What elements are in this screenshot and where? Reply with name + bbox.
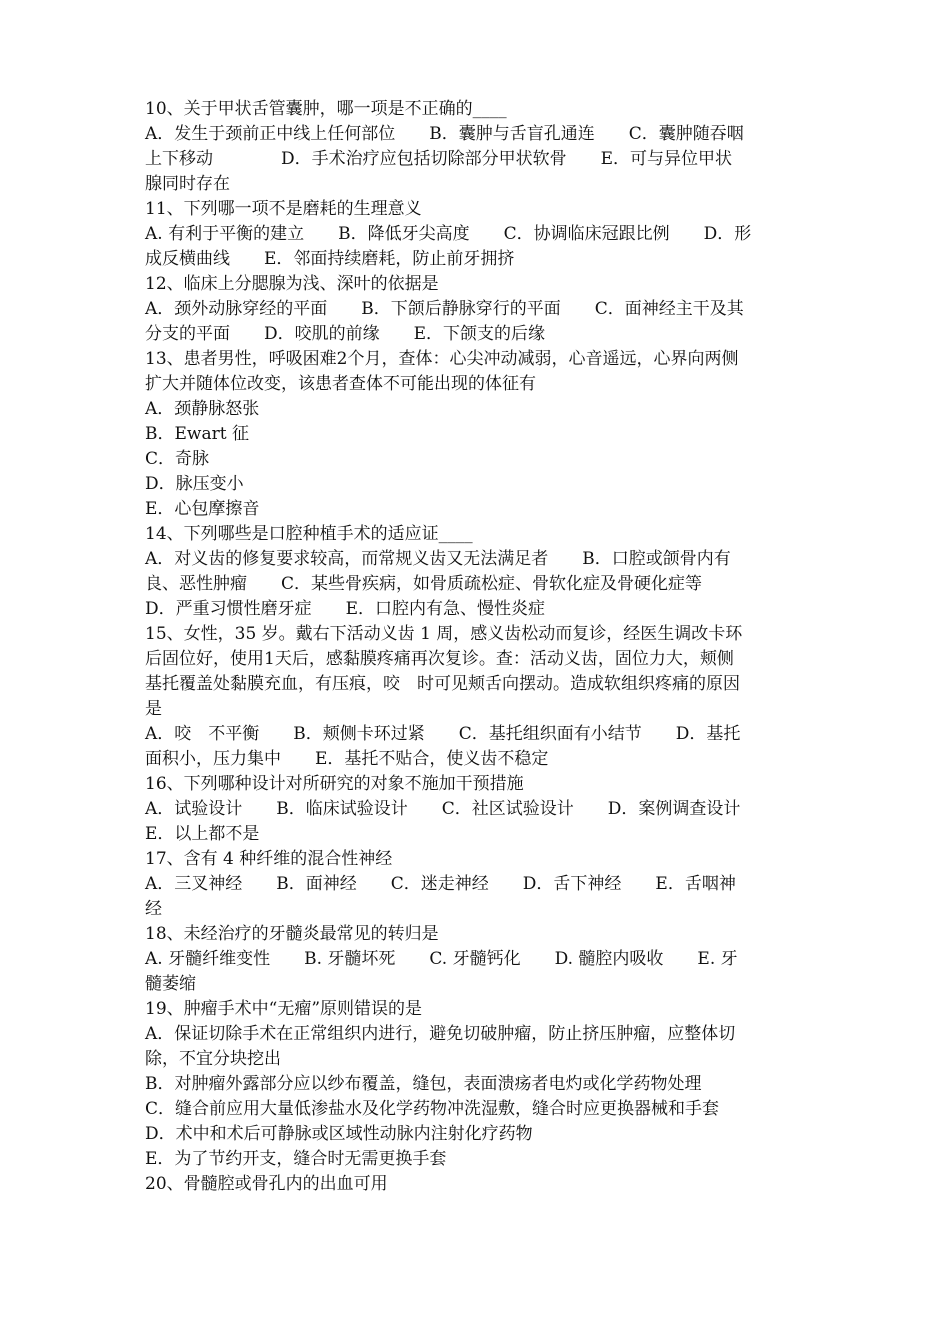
question-14-options: D．严重习惯性磨牙症 E．口腔内有急、慢性炎症 [145,599,546,619]
question-20-stem: 20、骨髓腔或骨孔内的出血可用 [145,1174,388,1194]
question-12-options: A．颈外动脉穿经的平面 B．下颌后静脉穿行的平面 C．面神经主干及其 [145,299,744,319]
question-12-options: 分支的平面 D．咬肌的前缘 E．下颌支的后缘 [145,324,546,344]
question-18-options: 髓萎缩 [145,974,196,994]
question-19-option-a: 除，不宜分块挖出 [145,1049,281,1069]
question-15-stem: 后固位好，使用1天后，感黏膜疼痛再次复诊。查：活动义齿，固位力大，颊侧 [145,649,734,669]
question-15-stem: 15、女性，35 岁。戴右下活动义齿 1 周，感义齿松动而复诊，经医生调改卡环 [145,624,743,644]
question-11-options: A. 有利于平衡的建立 B．降低牙尖高度 C．协调临床冠跟比例 D．形 [145,224,752,244]
question-19-option-c: C．缝合前应用大量低渗盐水及化学药物冲洗湿敷，缝合时应更换器械和手套 [145,1099,720,1119]
question-18-options: A. 牙髓纤维变性 B. 牙髓坏死 C. 牙髓钙化 D. 髓腔内吸收 E. 牙 [145,949,738,969]
question-15-stem: 是 [145,699,162,719]
question-19-option-b: B．对肿瘤外露部分应以纱布覆盖，缝包，表面溃疡者电灼或化学药物处理 [145,1074,702,1094]
question-14-options: A．对义齿的修复要求较高，而常规义齿又无法满足者 B．口腔或颌骨内有 [145,549,731,569]
question-16-options: A．试验设计 B．临床试验设计 C．社区试验设计 D．案例调查设计 [145,799,741,819]
question-19-stem: 19、肿瘤手术中“无瘤”原则错误的是 [145,999,423,1019]
question-19-option-a: A．保证切除手术在正常组织内进行，避免切破肿瘤，防止挤压肿瘤，应整体切 [145,1024,736,1044]
question-14-options: 良、恶性肿瘤 C．某些骨疾病，如骨质疏松症、骨软化症及骨硬化症等 [145,574,703,594]
question-10-options: 上下移动 D．手术治疗应包括切除部分甲状软骨 E．可与异位甲状 [145,149,733,169]
question-19-option-e: E．为了节约开支，缝合时无需更换手套 [145,1149,447,1169]
question-11-stem: 11、下列哪一项不是磨耗的生理意义 [145,199,422,219]
question-17-options: 经 [145,899,162,919]
question-19-option-d: D．术中和术后可静脉或区域性动脉内注射化疗药物 [145,1124,533,1144]
question-16-options: E．以上都不是 [145,824,260,844]
question-15-options: 面积小，压力集中 E．基托不贴合，使义齿不稳定 [145,749,549,769]
question-15-options: A．咬 不平衡 B．颊侧卡环过紧 C．基托组织面有小结节 D．基托 [145,724,741,744]
document-page [145,97,810,1197]
question-10-stem: 10、关于甲状舌管囊肿，哪一项是不正确的____ [145,99,507,119]
question-17-options: A．三叉神经 B．面神经 C．迷走神经 D．舌下神经 E．舌咽神 [145,874,736,894]
question-15-stem: 基托覆盖处黏膜充血，有压痕，咬 时可见颊舌向摆动。造成软组织疼痛的原因 [145,674,740,694]
question-13-option-d: D．脉压变小 [145,474,244,494]
question-14-stem: 14、下列哪些是口腔种植手术的适应证____ [145,524,473,544]
question-18-stem: 18、未经治疗的牙髓炎最常见的转归是 [145,924,439,944]
question-12-stem: 12、临床上分腮腺为浅、深叶的依据是 [145,274,439,294]
question-13-option-e: E．心包摩擦音 [145,499,260,519]
question-10-options: 腺同时存在 [145,174,230,194]
question-13-option-c: C．奇脉 [145,449,210,469]
question-11-options: 成反横曲线 E．邻面持续磨耗，防止前牙拥挤 [145,249,515,269]
question-17-stem: 17、含有 4 种纤维的混合性神经 [145,849,393,869]
question-16-stem: 16、下列哪种设计对所研究的对象不施加干预措施 [145,774,524,794]
question-10-options: A．发生于颈前正中线上任何部位 B．囊肿与舌盲孔通连 C．囊肿随吞咽 [145,124,744,144]
question-13-option-b: B．Ewart 征 [145,424,249,444]
question-13-option-a: A．颈静脉怒张 [145,399,260,419]
question-13-stem: 13、患者男性，呼吸困难2个月，查体：心尖冲动减弱，心音遥远，心界向两侧 [145,349,739,369]
question-13-stem: 扩大并随体位改变，该患者查体不可能出现的体征有 [145,374,536,394]
